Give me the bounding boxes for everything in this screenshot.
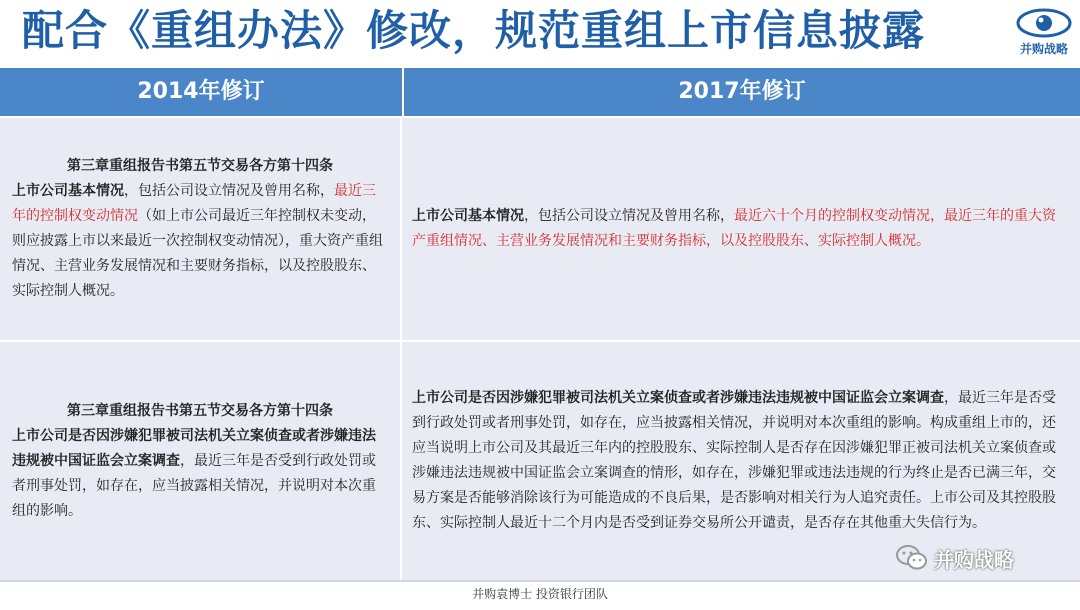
table-header	[0, 68, 1080, 116]
cell-2014-investigation	[0, 342, 402, 580]
watermark	[896, 540, 1014, 576]
cell-2014-basic-info	[0, 118, 402, 340]
logo	[1014, 6, 1074, 58]
cell-2017-basic-info	[404, 118, 1080, 340]
eye-icon	[1014, 6, 1074, 40]
wechat-icon	[896, 544, 928, 572]
header-2017: 2017年修订	[678, 79, 806, 104]
page-title: 配合《重组办法》修改，规范重组上市信息披露	[22, 6, 926, 55]
watermark-text: 并购战略	[934, 547, 1014, 572]
cell-text: 上市公司是否因涉嫌犯罪被司法机关立案侦查或者涉嫌违法违规被中国证监会立案调查，最近三年是否受到行政处罚或者刑事处罚，如存在，应当披露相关情况，并说明对本次重组的影响。构成重组上市的，还应当说明上市公司及其最近三年内的控股股东、实际控制人是否存在因涉嫌犯罪正被司法机关立案侦查或涉嫌违法违规被中国证监会立案调查的情形，如存在，涉嫌犯罪或违法违规的行为终止是否已满三年，交易方案是否能够消除该行为可能造成的不良后果，是否影响对相关行为人追究责任。上市公司及其控股股东、实际控制人最近十二个月内是否受到证券交易所公开谴责，是否存在其他重大失信行为。	[412, 390, 1056, 531]
logo-text: 并购战略	[1019, 42, 1068, 56]
cell-text: 上市公司基本情况，包括公司设立情况及曾用名称，最近六十个月的控制权变动情况，最近三年的重大资产重组情况、主营业务发展情况和主要财务指标，以及控股股东、实际控制人概况。	[412, 208, 1056, 249]
table-row	[0, 118, 1080, 340]
article-heading: 第三章重组报告书第五节交易各方第十四条	[67, 158, 333, 174]
cell-text: 上市公司是否因涉嫌犯罪被司法机关立案侦查或者涉嫌违法违规被中国证监会立案调查，最近三年是否受到行政处罚或者刑事处罚，如存在，应当披露相关情况，并说明对本次重组的影响。	[12, 427, 376, 519]
footer-text: 并购袁博士 投资银行团队	[472, 587, 608, 601]
header-2014: 2014年修订	[0, 68, 404, 116]
footer	[0, 580, 1080, 610]
article-heading: 第三章重组报告书第五节交易各方第十四条	[67, 402, 333, 419]
cell-text: 上市公司基本情况，包括公司设立情况及曾用名称，最近三年的控制权变动情况（如上市公司最近三年控制权未变动，则应披露上市以来最近一次控制权变动情况），重大资产重组情况、主营业务发展情况和主要财务指标，以及控股股东、实际控制人概况。	[12, 183, 383, 299]
title-bar	[0, 0, 1080, 62]
